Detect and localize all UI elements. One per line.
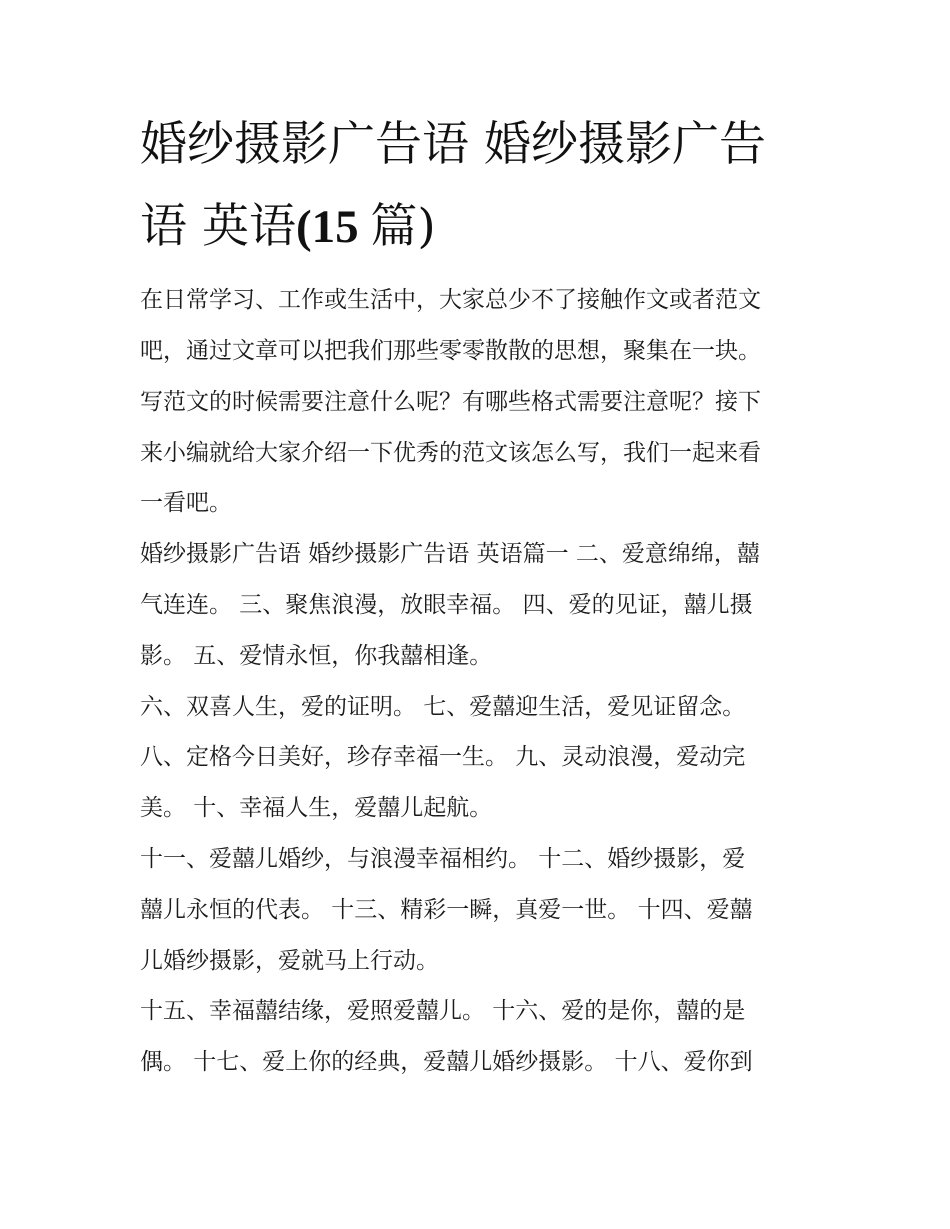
body-line: 八、定格今日美好，珍存幸福一生。 九、灵动浪漫，爱动完 [140, 744, 746, 770]
document-title-line-1: 婚纱摄影广告语 婚纱摄影广告 [140, 117, 766, 172]
body-line: 影。 五、爱情永恒，你我囍相逢。 [140, 643, 493, 669]
body-line: 来小编就给大家介绍一下优秀的范文该怎么写，我们一起来看 [140, 440, 761, 466]
body-line: 在日常学习、工作或生活中，大家总少不了接触作文或者范文 [140, 287, 761, 313]
body-line: 儿婚纱摄影，爱就马上行动。 [140, 948, 439, 974]
body-line: 囍儿永恒的代表。 十三、精彩一瞬，真爱一世。 十四、爱囍 [140, 897, 753, 923]
body-line: 十五、幸福囍结缘，爱照爱囍儿。 十六、爱的是你，囍的是 [140, 998, 746, 1024]
body-line: 婚纱摄影广告语 婚纱摄影广告语 英语篇一 二、爱意绵绵，囍 [140, 541, 760, 567]
title-line-2-count: (15 [295, 201, 371, 253]
body-line: 六、双喜人生，爱的证明。 七、爱囍迎生活，爱见证留念。 [140, 694, 746, 720]
body-line: 写范文的时候需要注意什么呢？有哪些格式需要注意呢？接下 [140, 389, 761, 415]
title-line-2-suffix: 篇) [370, 199, 436, 254]
title-line-2-prefix: 语 英语 [140, 199, 296, 254]
body-line: 十一、爱囍儿婚纱，与浪漫幸福相约。 十二、婚纱摄影，爱 [140, 846, 746, 872]
body-line: 一看吧。 [140, 490, 232, 516]
body-line: 气连连。 三、聚焦浪漫，放眼幸福。 四、爱的见证，囍儿摄 [140, 592, 753, 618]
body-line: 美。 十、幸福人生，爱囍儿起航。 [140, 795, 493, 821]
body-line: 偶。 十七、爱上你的经典，爱囍儿婚纱摄影。 十八、爱你到 [140, 1049, 753, 1075]
document-title-line-2 [140, 199, 436, 254]
body-line: 吧，通过文章可以把我们那些零零散散的思想，聚集在一块。 [140, 338, 761, 364]
